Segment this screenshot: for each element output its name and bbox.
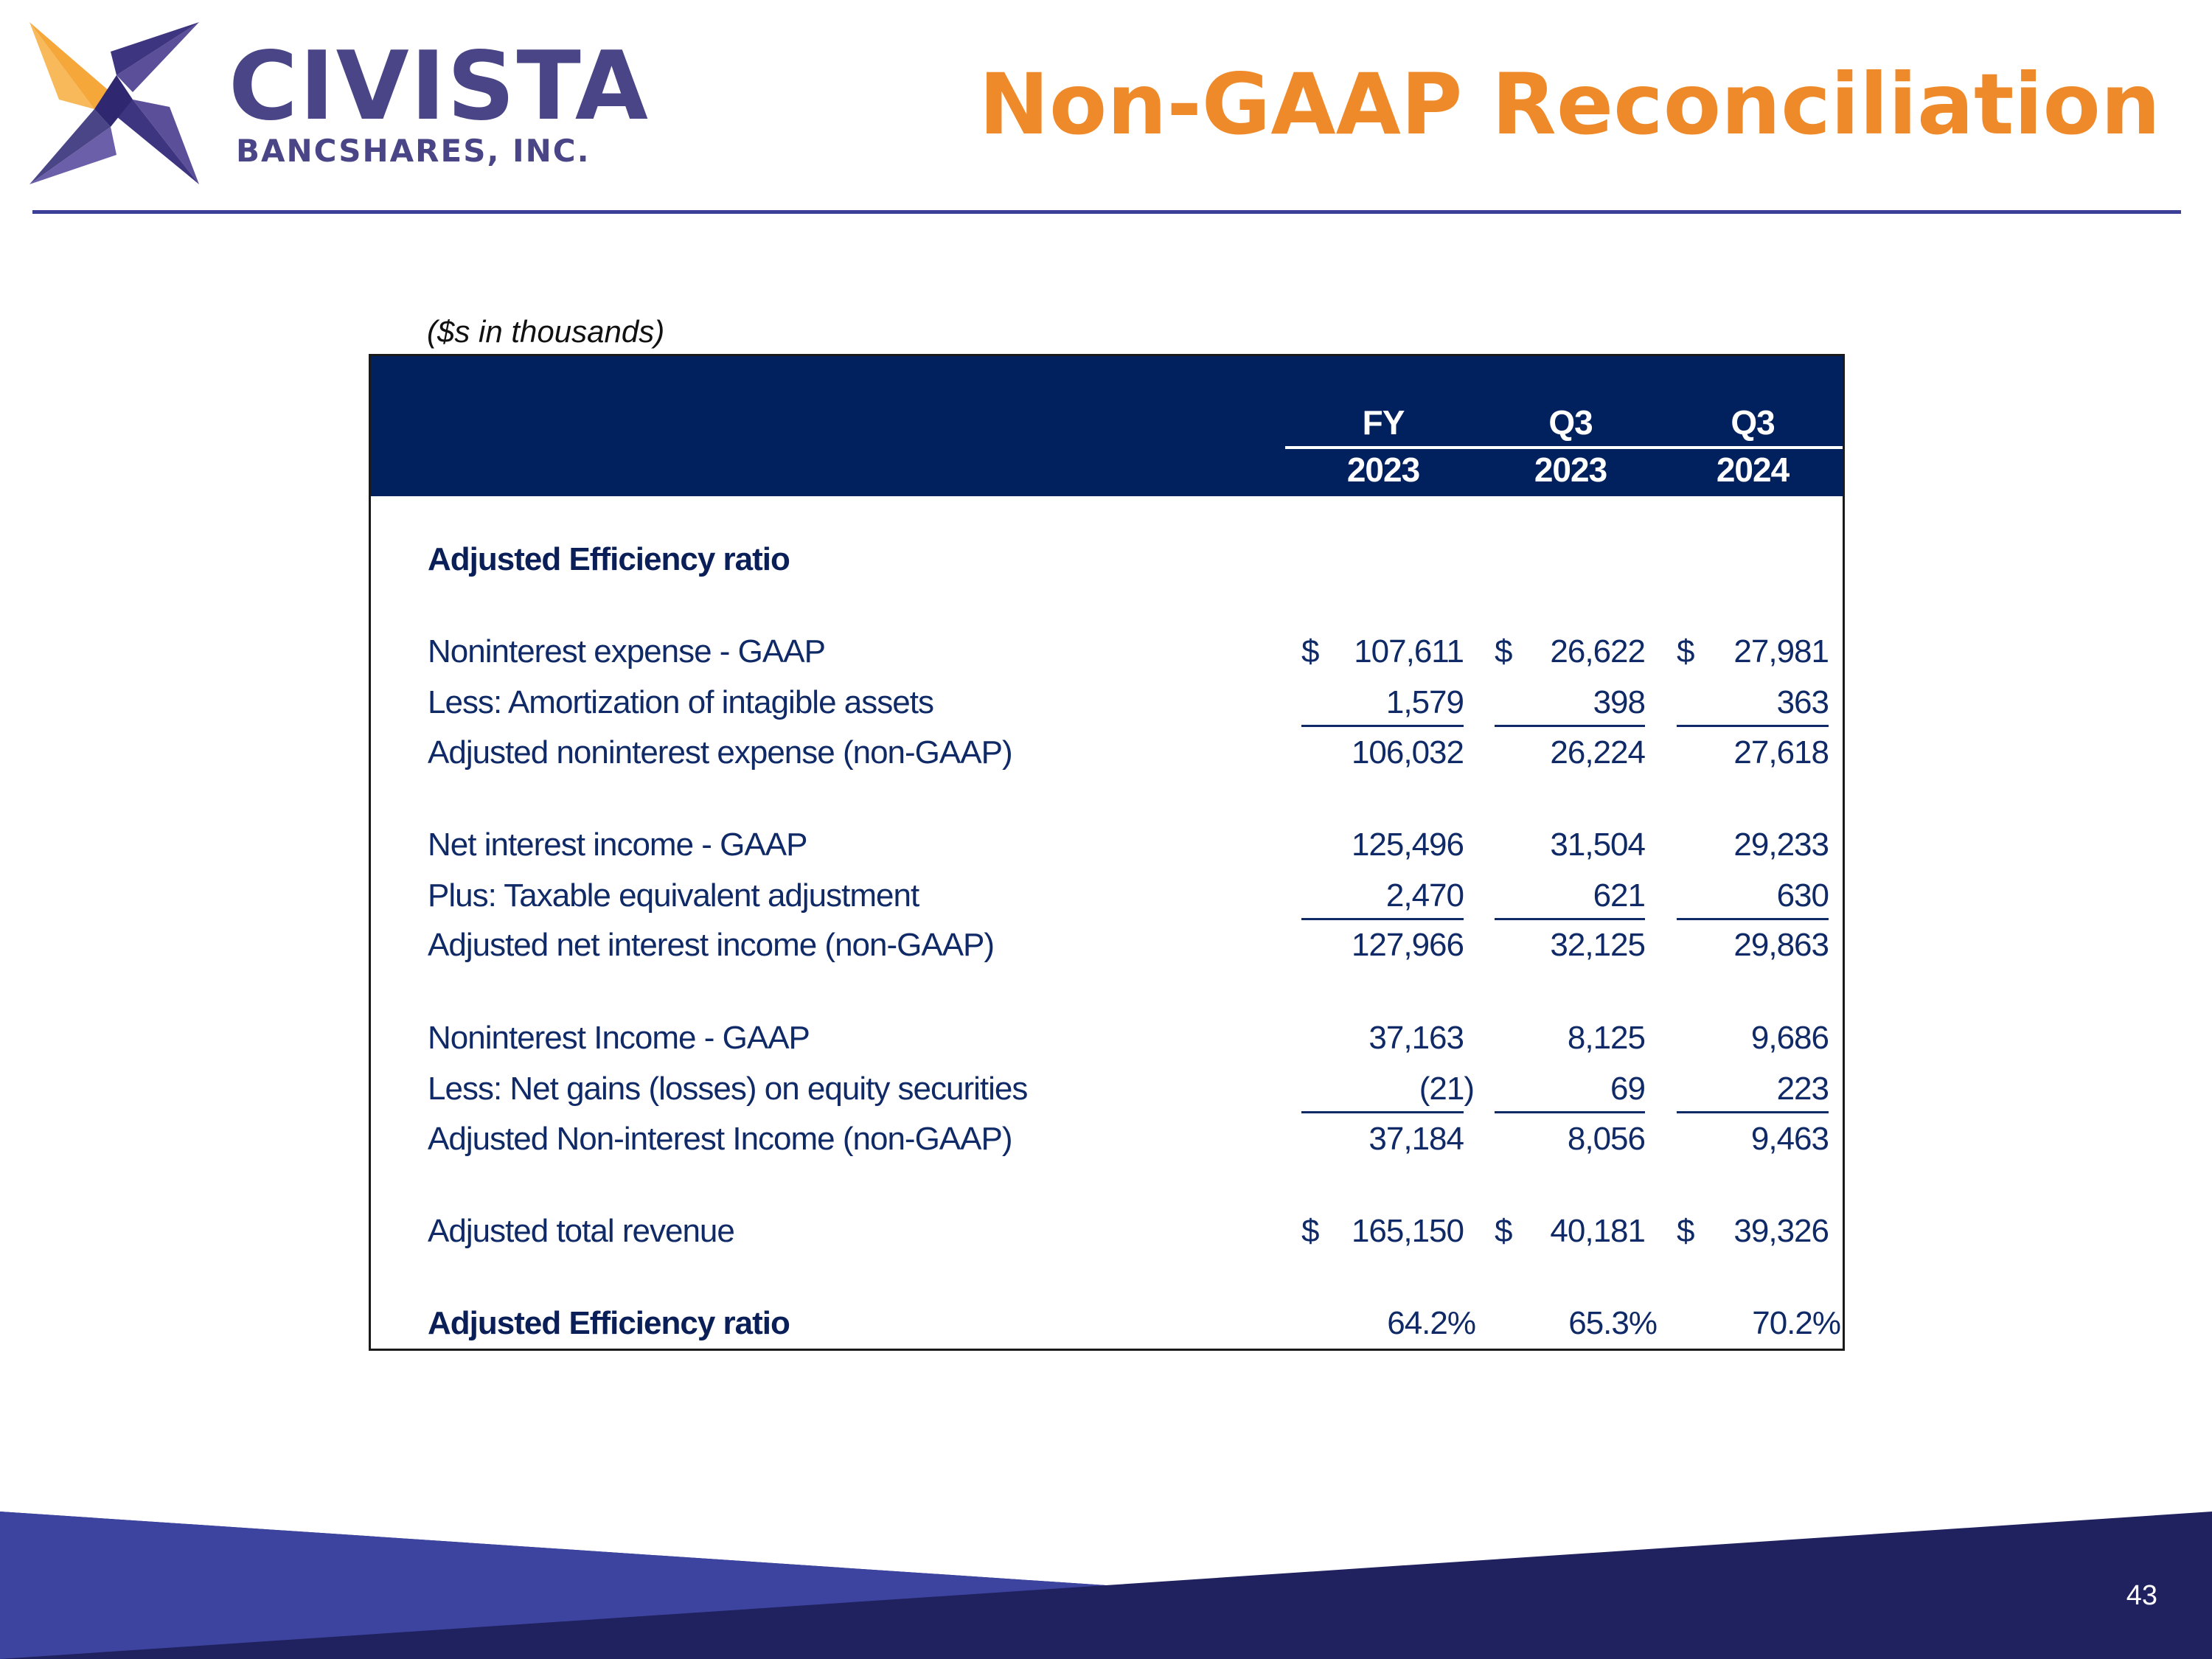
cell-value: 125,496 bbox=[1351, 827, 1464, 863]
subtotal-underline bbox=[1677, 918, 1829, 920]
table-cell bbox=[1677, 683, 1829, 723]
cell-value: 70.2% bbox=[1752, 1305, 1840, 1341]
table-cell bbox=[1677, 825, 1829, 865]
column-header-year: 2024 bbox=[1716, 451, 1790, 489]
cell-value: 630 bbox=[1776, 877, 1829, 914]
currency-symbol: $ bbox=[1495, 1213, 1512, 1249]
currency-symbol: $ bbox=[1301, 1213, 1319, 1249]
row-label: Net interest income - GAAP bbox=[428, 827, 807, 863]
subtotal-underline bbox=[1495, 1111, 1645, 1113]
row-label: Less: Amortization of intagible assets bbox=[428, 684, 933, 720]
cell-value: 621 bbox=[1593, 877, 1645, 914]
footer-band bbox=[0, 1512, 2212, 1659]
cell-value: 107,611 bbox=[1354, 633, 1464, 669]
cell-value: 363 bbox=[1776, 684, 1829, 720]
logo-wordmark: CIVISTA bbox=[229, 32, 650, 142]
subtotal-underline bbox=[1677, 725, 1829, 727]
cell-value: 26,622 bbox=[1550, 633, 1645, 669]
cell-value: 26,224 bbox=[1550, 734, 1645, 771]
row-label: Adjusted Non-interest Income (non-GAAP) bbox=[428, 1121, 1012, 1157]
subtotal-underline bbox=[1301, 1111, 1464, 1113]
table-cell bbox=[1495, 1069, 1645, 1109]
ratio-row-label: Adjusted Efficiency ratio bbox=[428, 1305, 790, 1341]
table-cell bbox=[1301, 683, 1464, 723]
cell-value: 32,125 bbox=[1550, 927, 1645, 963]
table-cell bbox=[1301, 733, 1464, 773]
row-label: Adjusted total revenue bbox=[428, 1213, 734, 1249]
row-label: Adjusted net interest income (non-GAAP) bbox=[428, 927, 995, 963]
table-cell bbox=[1301, 1018, 1464, 1058]
table-cell bbox=[1301, 632, 1464, 672]
star-logo-icon bbox=[29, 22, 199, 184]
currency-symbol: $ bbox=[1301, 633, 1319, 669]
reconciliation-table bbox=[369, 354, 1845, 1351]
cell-value: 69 bbox=[1610, 1071, 1645, 1107]
cell-value: 9,686 bbox=[1750, 1020, 1829, 1056]
page-title: Non-GAAP Reconciliation bbox=[978, 55, 2160, 153]
section-heading: Adjusted Efficiency ratio bbox=[428, 541, 790, 577]
table-cell bbox=[1301, 1211, 1464, 1251]
table-cell bbox=[1495, 1018, 1645, 1058]
cell-value: 27,981 bbox=[1733, 633, 1829, 669]
table-cell bbox=[1301, 1069, 1474, 1109]
currency-symbol: $ bbox=[1495, 633, 1512, 669]
logo-subtitle: BANCSHARES, INC. bbox=[236, 133, 591, 169]
column-header-period: FY bbox=[1362, 403, 1405, 442]
ratio-cell bbox=[1677, 1304, 1840, 1343]
units-note: ($s in thousands) bbox=[427, 314, 665, 349]
subtotal-underline bbox=[1677, 1111, 1829, 1113]
cell-value: 65.3% bbox=[1568, 1305, 1657, 1341]
table-cell bbox=[1301, 925, 1464, 965]
ratio-cell bbox=[1495, 1304, 1657, 1343]
cell-value: 9,463 bbox=[1750, 1121, 1829, 1157]
cell-value: 29,863 bbox=[1733, 927, 1829, 963]
table-cell bbox=[1495, 825, 1645, 865]
cell-value: 31,504 bbox=[1550, 827, 1645, 863]
column-header-period: Q3 bbox=[1548, 403, 1593, 442]
table-cell bbox=[1677, 925, 1829, 965]
cell-value: 398 bbox=[1593, 684, 1645, 720]
cell-value: 223 bbox=[1776, 1071, 1829, 1107]
page-number: 43 bbox=[2126, 1580, 2157, 1611]
row-label: Plus: Taxable equivalent adjustment bbox=[428, 877, 919, 914]
row-label: Less: Net gains (losses) on equity securities bbox=[428, 1071, 1028, 1107]
table-cell bbox=[1677, 1069, 1829, 1109]
header-divider bbox=[32, 210, 2181, 214]
cell-value: 29,233 bbox=[1733, 827, 1829, 863]
cell-value: 37,184 bbox=[1368, 1121, 1464, 1157]
cell-value: 2,470 bbox=[1385, 877, 1464, 914]
cell-value: 127,966 bbox=[1351, 927, 1464, 963]
table-cell bbox=[1677, 876, 1829, 916]
subtotal-underline bbox=[1495, 918, 1645, 920]
cell-value: 64.2% bbox=[1387, 1305, 1475, 1341]
table-cell bbox=[1301, 1119, 1464, 1159]
subtotal-underline bbox=[1495, 725, 1645, 727]
cell-value: 37,163 bbox=[1368, 1020, 1464, 1056]
cell-value: 39,326 bbox=[1733, 1213, 1829, 1249]
cell-value: (21) bbox=[1419, 1071, 1474, 1107]
company-logo bbox=[29, 22, 650, 184]
table-cell bbox=[1301, 825, 1464, 865]
cell-value: 1,579 bbox=[1385, 684, 1464, 720]
cell-value: 165,150 bbox=[1351, 1213, 1464, 1249]
table-cell bbox=[1495, 733, 1645, 773]
table-cell bbox=[1495, 876, 1645, 916]
column-header-year: 2023 bbox=[1346, 451, 1420, 489]
cell-value: 8,056 bbox=[1567, 1121, 1645, 1157]
currency-symbol: $ bbox=[1677, 1213, 1694, 1249]
row-label: Adjusted noninterest expense (non-GAAP) bbox=[428, 734, 1012, 771]
table-cell bbox=[1495, 1211, 1645, 1251]
cell-value: 8,125 bbox=[1567, 1020, 1645, 1056]
currency-symbol: $ bbox=[1677, 633, 1694, 669]
ratio-cell bbox=[1301, 1304, 1475, 1343]
row-label: Noninterest expense - GAAP bbox=[428, 633, 825, 669]
cell-value: 106,032 bbox=[1351, 734, 1464, 771]
table-cell bbox=[1495, 1119, 1645, 1159]
table-cell bbox=[1677, 1018, 1829, 1058]
table-cell bbox=[1495, 632, 1645, 672]
table-cell bbox=[1495, 925, 1645, 965]
table-header bbox=[371, 356, 1843, 496]
column-header-period: Q3 bbox=[1731, 403, 1775, 442]
table-cell bbox=[1495, 683, 1645, 723]
subtotal-underline bbox=[1301, 725, 1464, 727]
table-cell bbox=[1301, 876, 1464, 916]
cell-value: 40,181 bbox=[1550, 1213, 1645, 1249]
subtotal-underline bbox=[1301, 918, 1464, 920]
table-cell bbox=[1677, 632, 1829, 672]
table-cell bbox=[1677, 1211, 1829, 1251]
table-cell bbox=[1677, 1119, 1829, 1159]
row-label: Noninterest Income - GAAP bbox=[428, 1020, 810, 1056]
table-cell bbox=[1677, 733, 1829, 773]
cell-value: 27,618 bbox=[1733, 734, 1829, 771]
column-header-year: 2023 bbox=[1534, 451, 1607, 489]
